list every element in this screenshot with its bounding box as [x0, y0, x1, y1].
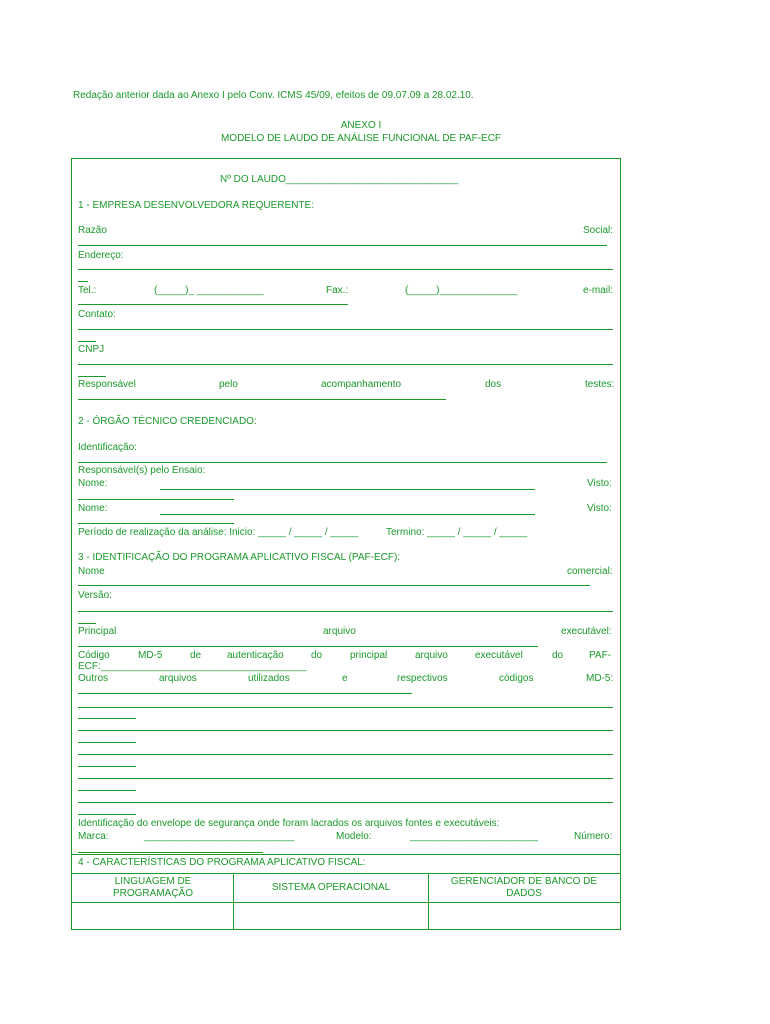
razao-label: Razão: [78, 225, 107, 236]
resp-word-4: dos: [485, 379, 502, 390]
outros-word-3: utilizados: [248, 673, 290, 684]
numero-line: [78, 852, 263, 853]
endereco-line: [78, 269, 613, 270]
principal-word-3: executável:: [561, 626, 612, 637]
principal-word-2: arquivo: [323, 626, 356, 637]
razao-social-line: [78, 245, 607, 246]
resp-word-5: testes:: [585, 379, 615, 390]
outros-word-6: códigos: [499, 673, 534, 684]
nome1-label: Nome:: [78, 478, 108, 489]
email-line: [78, 304, 348, 305]
annex-title: ANEXO I: [340, 120, 382, 131]
outros-line-5-cont: [78, 814, 136, 815]
table-cell-sistema: [234, 903, 427, 929]
responsavel-line: [78, 399, 446, 400]
outros-word-4: e: [342, 673, 348, 684]
marca-label: Marca:: [78, 831, 109, 842]
table-cell-gerenciador: [429, 903, 620, 929]
ecf-line: ECF:_____________________________________: [78, 661, 307, 672]
form-frame: [71, 158, 621, 930]
versao-line-cont: [78, 623, 96, 624]
endereco-line-cont: [78, 281, 88, 282]
visto1-label: Visto:: [587, 478, 612, 489]
identificacao-label: Identificação:: [78, 442, 137, 453]
contato-line-cont: [78, 341, 96, 342]
versao-label: Versão:: [78, 590, 112, 601]
outros-line-3-cont: [78, 766, 136, 767]
nome2-label: Nome:: [78, 503, 108, 514]
codigo-word-4: autenticação: [227, 650, 284, 661]
table-header-linguagem: LINGUAGEM DE PROGRAMAÇÃO: [112, 875, 193, 899]
fax-field: (_____)______________: [405, 285, 518, 296]
resp-word-2: pelo: [219, 379, 238, 390]
nome-comercial-line: [78, 585, 590, 586]
annex-subtitle: MODELO DE LAUDO DE ANÁLISE FUNCIONAL DE PAF-ECF: [220, 133, 502, 144]
codigo-word-7: arquivo: [415, 650, 448, 661]
modelo-label: Modelo:: [336, 831, 372, 842]
envelope-label: Identificação do envelope de segurança onde foram lacrados os arquivos fontes e executáveis:: [78, 818, 500, 829]
section1-title: 1 - EMPRESA DESENVOLVEDORA REQUERENTE:: [78, 200, 314, 211]
periodo-label: Período de realização da análise: Inicio: _____ / _____ / _____: [78, 527, 359, 538]
laudo-number: Nº DO LAUDO_______________________________: [220, 174, 459, 185]
codigo-word-6: principal: [350, 650, 388, 661]
principal-line: [78, 646, 538, 647]
outros-word-1: Outros: [78, 673, 109, 684]
outros-line-2-cont: [78, 742, 136, 743]
email-label: e-mail:: [583, 285, 614, 296]
cnpj-line: [78, 364, 613, 365]
codigo-word-8: executável: [475, 650, 523, 661]
outros-line-0: [78, 693, 412, 694]
cnpj-label: CNPJ: [78, 344, 105, 355]
section2-title: 2 - ÓRGÃO TÉCNICO CREDENCIADO:: [78, 416, 257, 427]
resp-word-1: Responsável: [78, 379, 136, 390]
visto2-label: Visto:: [587, 503, 612, 514]
outros-line-3: [78, 754, 613, 755]
table-cell-linguagem: [72, 903, 232, 929]
contato-line: [78, 329, 613, 330]
nome2-line-cont: [78, 523, 234, 524]
nome1-line-cont: [78, 499, 234, 500]
outros-line-4: [78, 778, 613, 779]
outros-word-2: arquivos: [159, 673, 197, 684]
codigo-word-9: do: [552, 650, 564, 661]
codigo-word-3: de: [190, 650, 202, 661]
versao-line: [78, 611, 613, 612]
contato-label: Contato:: [78, 309, 116, 320]
outros-word-5: respectivos: [397, 673, 448, 684]
codigo-word-1: Código: [78, 650, 110, 661]
nome-comercial-right: comercial:: [567, 566, 613, 577]
endereco-label: Endereço:: [78, 250, 124, 261]
nome1-line: [160, 489, 535, 490]
codigo-word-10: PAF-: [589, 650, 612, 661]
resp-word-3: acompanhamento: [321, 379, 402, 390]
termino-label: Termino: _____ / _____ / _____: [386, 527, 528, 538]
nome-comercial-left: Nome: [78, 566, 105, 577]
modelo-line: _______________________: [410, 831, 538, 842]
principal-word-1: Principal: [78, 626, 117, 637]
table-header-sistema: SISTEMA OPERACIONAL: [271, 881, 391, 893]
table-header-gerenciador: GERENCIADOR DE BANCO DE DADOS: [450, 875, 598, 899]
tel-label: Tel.:: [78, 285, 97, 296]
section4-top-rule: [71, 854, 621, 855]
outros-line-5: [78, 802, 613, 803]
tel-field: (_____)_ ____________: [154, 285, 264, 296]
responsaveis-label: Responsável(s) pelo Ensaio:: [78, 465, 206, 476]
numero-label: Número:: [574, 831, 613, 842]
codigo-word-2: MD-5: [138, 650, 163, 661]
outros-line-1-cont: [78, 718, 136, 719]
outros-line-4-cont: [78, 790, 136, 791]
outros-word-7: MD-5:: [586, 673, 614, 684]
fax-label: Fax.:: [326, 285, 349, 296]
social-label: Social:: [583, 225, 614, 236]
marca-line: ___________________________: [144, 831, 295, 842]
section4-title: 4 - CARACTERÍSTICAS DO PROGRAMA APLICATIVO FISCAL:: [78, 857, 366, 868]
identificacao-line: [78, 462, 607, 463]
codigo-word-5: do: [311, 650, 323, 661]
section3-title: 3 - IDENTIFICAÇÃO DO PROGRAMA APLICATIVO FISCAL (PAF-ECF):: [78, 552, 401, 563]
nome2-line: [160, 514, 535, 515]
cnpj-line-cont: [78, 376, 106, 377]
top-note: Redação anterior dada ao Anexo I pelo Conv. ICMS 45/09, efeitos de 09.07.09 a 28.02.10.: [73, 90, 474, 101]
outros-line-1: [78, 707, 613, 708]
outros-line-2: [78, 730, 613, 731]
